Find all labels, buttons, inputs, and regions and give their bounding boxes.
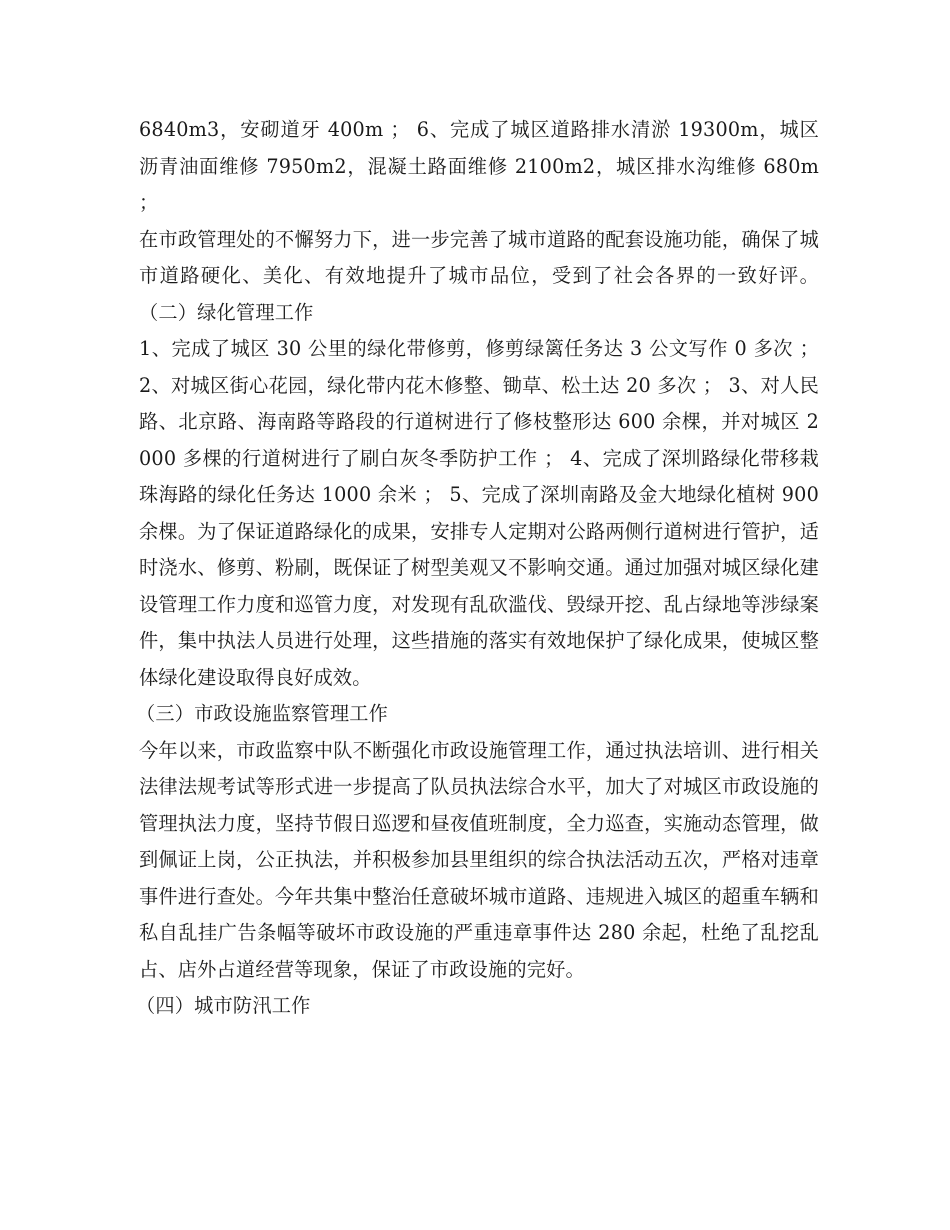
paragraph-municipal-summary: 在市政管理处的不懈努力下，进一步完善了城市道路的配套设施功能，确保了城市道路硬化、美化、有效地提升了城市品位，受到了社会各界的一致好评。 （二）绿化管理工作 — [139, 227, 819, 324]
section-heading-facility-inspection: （三）市政设施监察管理工作 — [136, 702, 389, 725]
paragraph-facility-inspection: 今年以来，市政监察中队不断强化市政设施管理工作，通过执法培训、进行相关法律法规考试等形式进一步提高了队员执法综合水平，加大了对城区市政设施的管理执法力度，坚持节假日巡逻和昼夜值班制度，全力巡查，实施动态管理，做到佩证上岗，公正执法，并积极参加县里组织的综合执法活动五次，严格对违章事件进行查处。今年共集中整治任意破坏城市道路、违规进入城区的超重车辆和私自乱挂广告条幅等破坏市政设施的严重违章事件达 280 余起，杜绝了乱挖乱占、店外占道经营等现象，保证了市政设施的完好。 — [139, 738, 819, 981]
paragraph-road-maintenance: 6840m3，安砌道牙 400m ； 6、完成了城区道路排水清淤 19300m，城区沥青油面维修 7950m2，混凝土路面维修 2100m2，城区排水沟维修 680m ； — [139, 118, 819, 214]
paragraph-greening-work: 1、完成了城区 30 公里的绿化带修剪，修剪绿篱任务达 3 公文写作 0 多次 ； 2、对城区街心花园，绿化带内花木修整、锄草、松土达 20 多次 ； 3、对人民路、北京路、海南路等路段的行道树进行了修枝整形达 600 余棵，并对城区 2000 多棵的行道树进行了刷白灰冬季防护工作 ； 4、完成了深圳路绿化带移栽珠海路的绿化任务达 1000 余米 ； 5、完成了深圳南路及金大地绿化植树 900 余棵。为了保证道路绿化的成果，安排专人定期对公路两侧行道树进行管护，适时浇水、修剪、粉刷，既保证了树型美观又不影响交通。通过加强对城区绿化建设管理工作力度和巡管力度，对发现有乱砍滥伐、毁绿开挖、乱占绿地等涉绿案件，集中执法人员进行处理，这些措施的落实有效地保护了绿化成果，使城区整体绿化建设取得良好成效。 — [139, 337, 819, 689]
section-heading-flood-control: （四）城市防汛工作 — [136, 994, 311, 1017]
document-body — [136, 112, 819, 1025]
